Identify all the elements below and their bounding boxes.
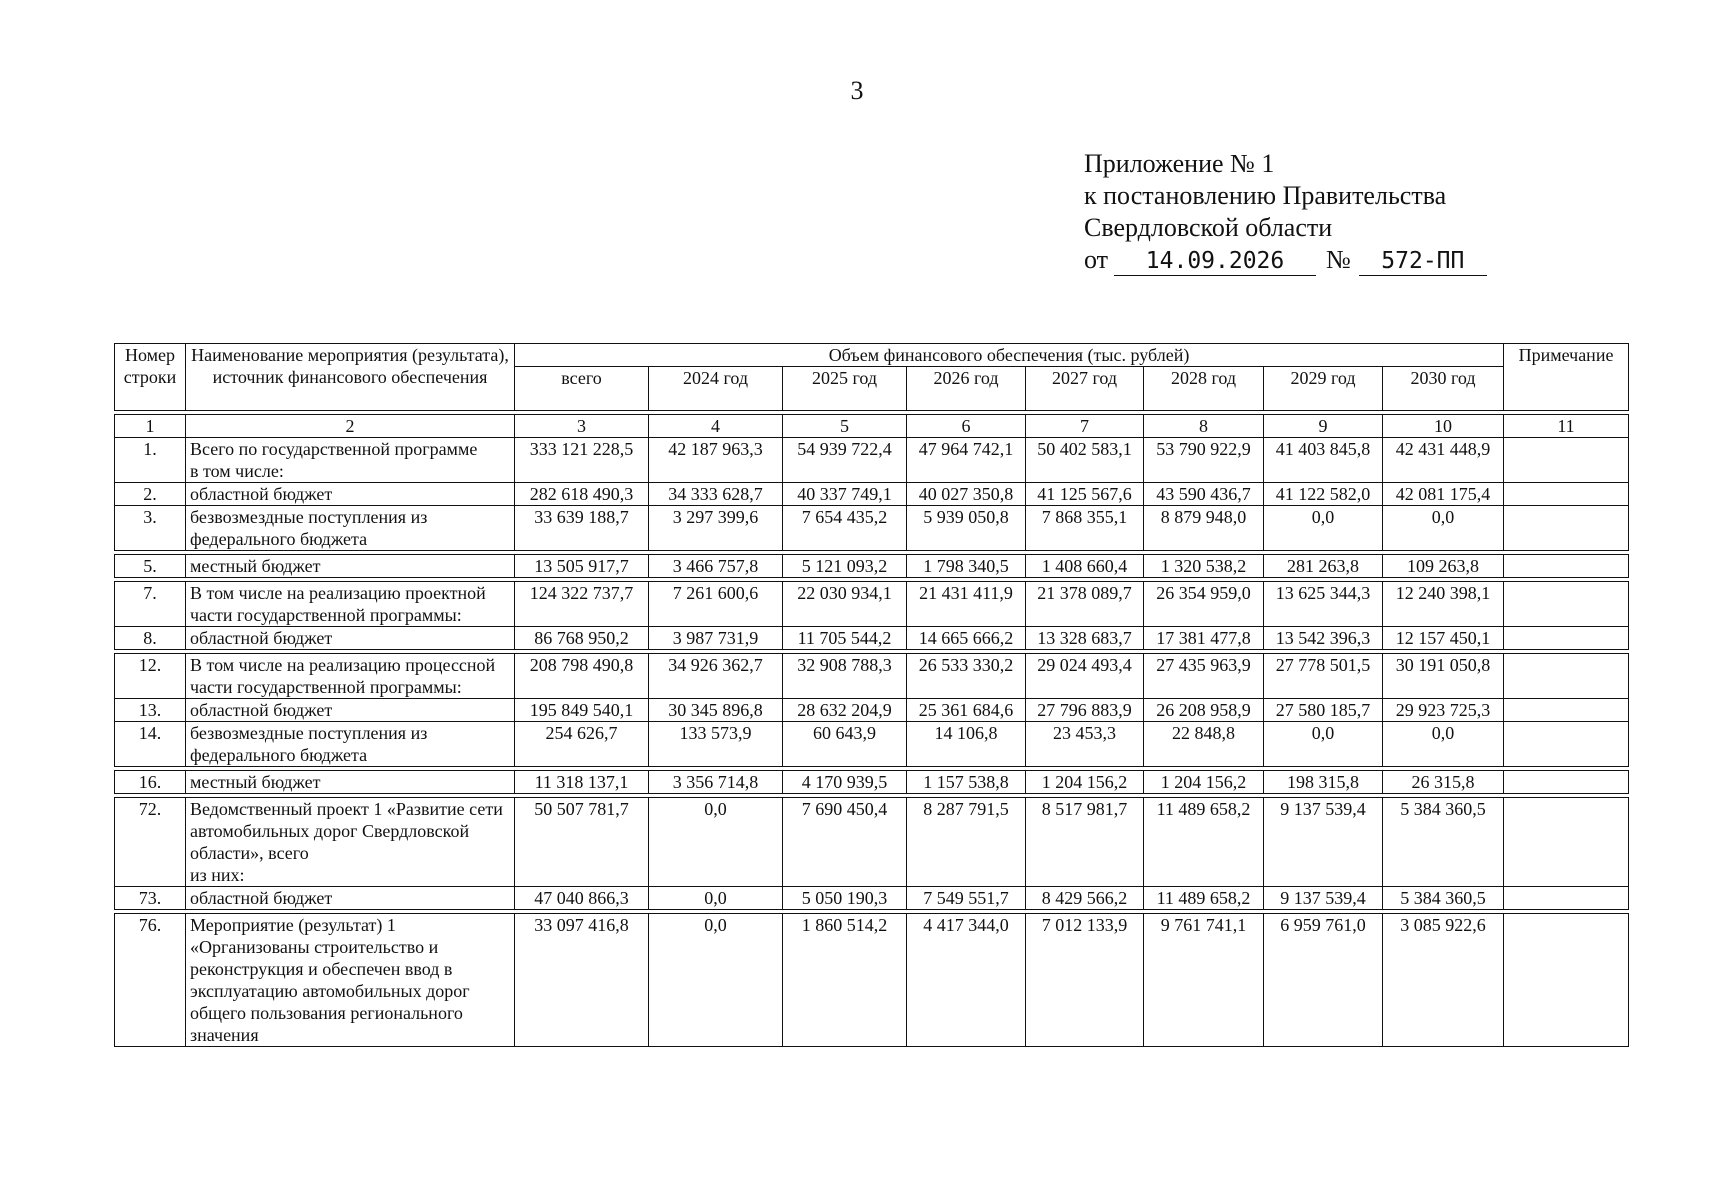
row-value: 195 849 540,1 [515, 699, 649, 722]
row-value: 1 204 156,2 [1026, 771, 1144, 794]
row-value: 13 328 683,7 [1026, 627, 1144, 650]
row-value: 50 402 583,1 [1026, 438, 1144, 483]
row-value: 8 879 948,0 [1144, 506, 1264, 551]
column-number: 8 [1144, 415, 1264, 438]
row-note [1504, 654, 1629, 699]
row-value: 124 322 737,7 [515, 582, 649, 627]
row-value: 13 542 396,3 [1264, 627, 1383, 650]
row-value: 9 137 539,4 [1264, 887, 1383, 910]
row-value: 53 790 922,9 [1144, 438, 1264, 483]
column-number: 11 [1504, 415, 1629, 438]
row-note [1504, 699, 1629, 722]
row-note [1504, 722, 1629, 767]
row-value: 42 187 963,3 [649, 438, 783, 483]
row-value: 28 632 204,9 [783, 699, 907, 722]
row-value: 8 517 981,7 [1026, 798, 1144, 887]
row-value: 5 121 093,2 [783, 555, 907, 578]
row-value: 41 122 582,0 [1264, 483, 1383, 506]
row-value: 1 204 156,2 [1144, 771, 1264, 794]
row-value: 11 318 137,1 [515, 771, 649, 794]
header-2028: 2028 год [1144, 367, 1264, 411]
row-value: 1 157 538,8 [907, 771, 1026, 794]
row-note [1504, 887, 1629, 910]
column-number: 9 [1264, 415, 1383, 438]
header-2024: 2024 год [649, 367, 783, 411]
row-value: 7 549 551,7 [907, 887, 1026, 910]
column-number: 4 [649, 415, 783, 438]
row-value: 12 157 450,1 [1383, 627, 1504, 650]
header-2029: 2029 год [1264, 367, 1383, 411]
row-number: 76. [115, 914, 186, 1047]
header-2026: 2026 год [907, 367, 1026, 411]
row-name: местный бюджет [186, 771, 515, 794]
row-value: 7 261 600,6 [649, 582, 783, 627]
row-number: 73. [115, 887, 186, 910]
row-value: 11 489 658,2 [1144, 798, 1264, 887]
row-value: 0,0 [1264, 506, 1383, 551]
row-name: областной бюджет [186, 699, 515, 722]
row-value: 33 639 188,7 [515, 506, 649, 551]
row-value: 4 170 939,5 [783, 771, 907, 794]
column-number: 7 [1026, 415, 1144, 438]
table-row [115, 771, 1629, 794]
row-value: 282 618 490,3 [515, 483, 649, 506]
row-value: 29 923 725,3 [1383, 699, 1504, 722]
row-value: 9 761 741,1 [1144, 914, 1264, 1047]
row-value: 5 939 050,8 [907, 506, 1026, 551]
row-note [1504, 483, 1629, 506]
row-value: 8 429 566,2 [1026, 887, 1144, 910]
row-value: 23 453,3 [1026, 722, 1144, 767]
row-number: 5. [115, 555, 186, 578]
row-value: 22 848,8 [1144, 722, 1264, 767]
appendix-title: Приложение № 1 [1084, 149, 1275, 178]
table-row [115, 654, 1629, 699]
row-value: 22 030 934,1 [783, 582, 907, 627]
row-value: 30 191 050,8 [1383, 654, 1504, 699]
row-value: 14 106,8 [907, 722, 1026, 767]
row-value: 1 320 538,2 [1144, 555, 1264, 578]
row-value: 7 868 355,1 [1026, 506, 1144, 551]
row-number: 16. [115, 771, 186, 794]
row-value: 254 626,7 [515, 722, 649, 767]
row-value: 0,0 [649, 887, 783, 910]
row-value: 7 690 450,4 [783, 798, 907, 887]
row-value: 42 081 175,4 [1383, 483, 1504, 506]
appendix-header [1084, 148, 1487, 276]
row-value: 11 705 544,2 [783, 627, 907, 650]
row-value: 6 959 761,0 [1264, 914, 1383, 1047]
row-number: 14. [115, 722, 186, 767]
row-value: 0,0 [1264, 722, 1383, 767]
table-row [115, 627, 1629, 650]
row-number: 12. [115, 654, 186, 699]
header-2025: 2025 год [783, 367, 907, 411]
header-2030: 2030 год [1383, 367, 1504, 411]
row-value: 47 040 866,3 [515, 887, 649, 910]
row-value: 29 024 493,4 [1026, 654, 1144, 699]
row-value: 5 384 360,5 [1383, 887, 1504, 910]
row-value: 43 590 436,7 [1144, 483, 1264, 506]
table-body [115, 438, 1629, 1047]
row-name: местный бюджет [186, 555, 515, 578]
header-note: Примечание [1504, 344, 1629, 411]
row-name: Всего по государственной программе в том числе: [186, 438, 515, 483]
header-volume: Объем финансового обеспечения (тыс. рублей) [515, 344, 1504, 367]
row-name: областной бюджет [186, 887, 515, 910]
column-number: 10 [1383, 415, 1504, 438]
column-number: 2 [186, 415, 515, 438]
table-row [115, 483, 1629, 506]
row-value: 13 505 917,7 [515, 555, 649, 578]
row-value: 333 121 228,5 [515, 438, 649, 483]
row-note [1504, 506, 1629, 551]
row-value: 21 431 411,9 [907, 582, 1026, 627]
row-value: 7 654 435,2 [783, 506, 907, 551]
row-name: Мероприятие (результат) 1 «Организованы строительство и реконструкция и обеспечен ввод в эксплуатацию автомобильных дорог общего пользования регионального значения [186, 914, 515, 1047]
row-value: 133 573,9 [649, 722, 783, 767]
row-number: 7. [115, 582, 186, 627]
row-value: 7 012 133,9 [1026, 914, 1144, 1047]
header-row-1 [115, 344, 1629, 367]
row-value: 5 050 190,3 [783, 887, 907, 910]
row-value: 30 345 896,8 [649, 699, 783, 722]
column-number: 6 [907, 415, 1026, 438]
row-value: 208 798 490,8 [515, 654, 649, 699]
row-value: 11 489 658,2 [1144, 887, 1264, 910]
row-value: 41 403 845,8 [1264, 438, 1383, 483]
row-value: 41 125 567,6 [1026, 483, 1144, 506]
row-value: 0,0 [1383, 722, 1504, 767]
column-number-row [115, 415, 1629, 438]
header-total: всего [515, 367, 649, 411]
table-row [115, 914, 1629, 1047]
row-value: 17 381 477,8 [1144, 627, 1264, 650]
row-name: безвозмездные поступления из федерального бюджета [186, 722, 515, 767]
row-number: 13. [115, 699, 186, 722]
header-row-number: Номер строки [115, 344, 186, 411]
row-number: 1. [115, 438, 186, 483]
number-label: № [1326, 245, 1351, 274]
from-label: от [1084, 245, 1109, 274]
financing-table [114, 343, 1629, 1047]
row-note [1504, 627, 1629, 650]
row-value: 3 466 757,8 [649, 555, 783, 578]
row-value: 26 208 958,9 [1144, 699, 1264, 722]
row-name: областной бюджет [186, 627, 515, 650]
appendix-region-line: Свердловской области [1084, 213, 1333, 242]
row-value: 1 860 514,2 [783, 914, 907, 1047]
header-2027: 2027 год [1026, 367, 1144, 411]
table-row [115, 887, 1629, 910]
table-row [115, 722, 1629, 767]
row-name: областной бюджет [186, 483, 515, 506]
row-note [1504, 798, 1629, 887]
row-note [1504, 555, 1629, 578]
row-value: 281 263,8 [1264, 555, 1383, 578]
row-value: 27 435 963,9 [1144, 654, 1264, 699]
decree-date: 14.09.2026 [1114, 247, 1316, 276]
row-value: 40 337 749,1 [783, 483, 907, 506]
row-value: 50 507 781,7 [515, 798, 649, 887]
row-note [1504, 771, 1629, 794]
row-value: 42 431 448,9 [1383, 438, 1504, 483]
row-value: 25 361 684,6 [907, 699, 1026, 722]
row-note [1504, 582, 1629, 627]
row-value: 3 297 399,6 [649, 506, 783, 551]
row-value: 0,0 [1383, 506, 1504, 551]
row-value: 3 356 714,8 [649, 771, 783, 794]
page-number: 3 [850, 76, 864, 105]
row-value: 14 665 666,2 [907, 627, 1026, 650]
row-value: 1 408 660,4 [1026, 555, 1144, 578]
row-value: 27 796 883,9 [1026, 699, 1144, 722]
row-number: 72. [115, 798, 186, 887]
row-value: 109 263,8 [1383, 555, 1504, 578]
column-number: 3 [515, 415, 649, 438]
row-number: 8. [115, 627, 186, 650]
row-note [1504, 438, 1629, 483]
row-value: 86 768 950,2 [515, 627, 649, 650]
row-name: Ведомственный проект 1 «Развитие сети автомобильных дорог Свердловской области», всего из них: [186, 798, 515, 887]
row-value: 198 315,8 [1264, 771, 1383, 794]
row-value: 0,0 [649, 798, 783, 887]
row-value: 27 778 501,5 [1264, 654, 1383, 699]
appendix-date-number-line [1084, 244, 1487, 276]
table-row [115, 506, 1629, 551]
row-value: 21 378 089,7 [1026, 582, 1144, 627]
row-value: 33 097 416,8 [515, 914, 649, 1047]
row-value: 1 798 340,5 [907, 555, 1026, 578]
row-value: 40 027 350,8 [907, 483, 1026, 506]
row-value: 26 354 959,0 [1144, 582, 1264, 627]
row-value: 34 926 362,7 [649, 654, 783, 699]
row-value: 5 384 360,5 [1383, 798, 1504, 887]
column-number: 5 [783, 415, 907, 438]
row-value: 34 333 628,7 [649, 483, 783, 506]
appendix-decree-line: к постановлению Правительства [1084, 181, 1447, 210]
row-name: В том числе на реализацию проектной части государственной программы: [186, 582, 515, 627]
row-value: 26 533 330,2 [907, 654, 1026, 699]
table-row [115, 438, 1629, 483]
row-value: 0,0 [649, 914, 783, 1047]
table-row [115, 582, 1629, 627]
table-row [115, 699, 1629, 722]
row-name: В том числе на реализацию процессной части государственной программы: [186, 654, 515, 699]
row-value: 13 625 344,3 [1264, 582, 1383, 627]
row-number: 3. [115, 506, 186, 551]
row-number: 2. [115, 483, 186, 506]
row-value: 4 417 344,0 [907, 914, 1026, 1047]
row-value: 8 287 791,5 [907, 798, 1026, 887]
row-value: 3 085 922,6 [1383, 914, 1504, 1047]
row-value: 3 987 731,9 [649, 627, 783, 650]
row-value: 12 240 398,1 [1383, 582, 1504, 627]
row-value: 32 908 788,3 [783, 654, 907, 699]
decree-number: 572-ПП [1359, 247, 1487, 276]
header-name: Наименование мероприятия (результата), источник финансового обеспечения [186, 344, 515, 411]
row-value: 9 137 539,4 [1264, 798, 1383, 887]
row-value: 27 580 185,7 [1264, 699, 1383, 722]
column-number: 1 [115, 415, 186, 438]
row-value: 26 315,8 [1383, 771, 1504, 794]
row-note [1504, 914, 1629, 1047]
row-name: безвозмездные поступления из федерального бюджета [186, 506, 515, 551]
row-value: 54 939 722,4 [783, 438, 907, 483]
row-value: 60 643,9 [783, 722, 907, 767]
table-row [115, 555, 1629, 578]
table-row [115, 798, 1629, 887]
row-value: 47 964 742,1 [907, 438, 1026, 483]
